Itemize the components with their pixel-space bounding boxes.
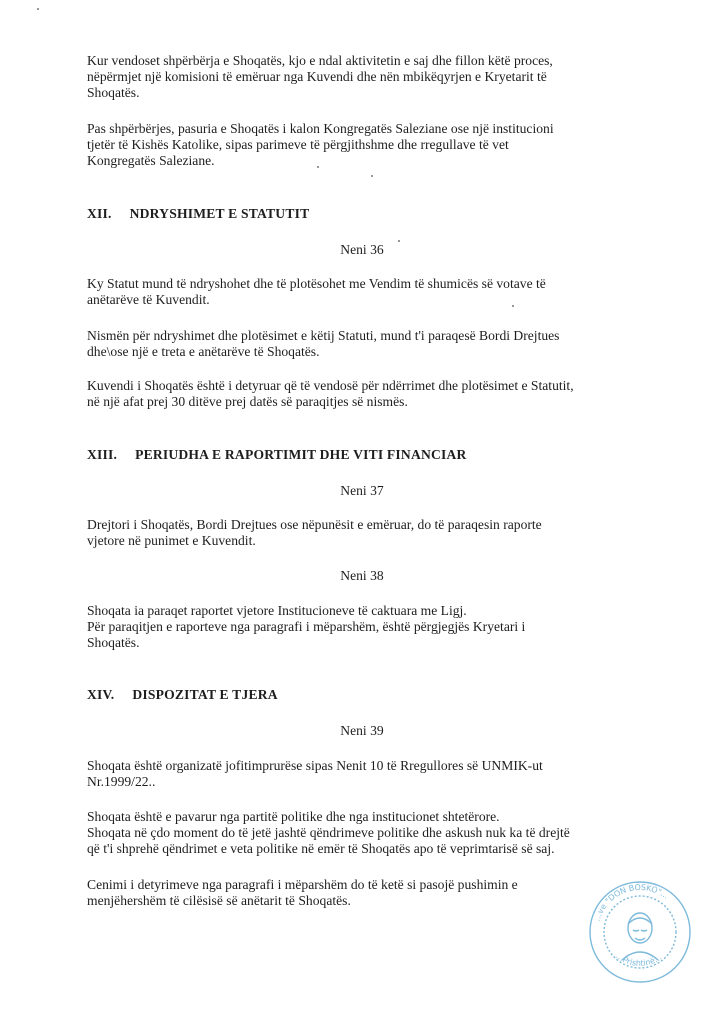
text-line: Kur vendoset shpërbërja e Shoqatës, kjo e ndal aktivitetin e saj dhe fillon këtë proces,	[87, 53, 553, 68]
paragraph-amend-3	[87, 378, 633, 410]
text-line: Shoqatës.	[87, 635, 140, 650]
paragraph-report-1	[87, 517, 633, 549]
text-line: anëtarëve të Kuvendit.	[87, 292, 210, 307]
section-heading-xii	[87, 206, 309, 222]
text-line: nëpërmjet një komisioni të emëruar nga Kuvendi dhe nën mbikëqyrjen e Kryetarit të	[87, 69, 547, 84]
text-line: Kuvendi i Shoqatës është i detyruar që të vendosë për ndërrimet dhe plotësimet e Statutit,	[87, 378, 574, 393]
svg-text:...Prishtinë...	[614, 951, 663, 967]
text-line: Shoqata në çdo moment do të jetë jashtë qëndrimeve politike dhe askush nuk ka të drejtë	[87, 825, 570, 840]
section-heading-xiv	[87, 687, 278, 703]
scan-speck	[371, 175, 373, 177]
section-number: XII.	[87, 206, 112, 221]
paragraph-other-3	[87, 877, 633, 909]
text-line: menjëhershëm të cilësisë së anëtarit të Shoqatës.	[87, 893, 351, 908]
text-line: që t'i shprehë qëndrimet e veta politike në emër të Shoqatës apo të veprimtarisë së saj.	[87, 841, 555, 856]
round-stamp-icon	[584, 876, 696, 988]
paragraph-other-2	[87, 809, 633, 857]
svg-text:...ve "DON BOSKO"...	[593, 883, 671, 922]
article-neni-37: Neni 37	[340, 483, 384, 498]
paragraph-report-2	[87, 603, 633, 651]
text-line: Shoqata është e pavarur nga partitë politike dhe nga institucionet shtetërore.	[87, 809, 500, 824]
paragraph-amend-1	[87, 276, 633, 308]
section-title: PERIUDHA E RAPORTIMIT DHE VITI FINANCIAR	[135, 447, 467, 462]
text-line: tjetër të Kishës Katolike, sipas parimeve të përgjithshme dhe rregullave të vet	[87, 137, 509, 152]
section-number: XIII.	[87, 447, 118, 462]
paragraph-amend-2	[87, 328, 633, 360]
text-line: Pas shpërbërjes, pasuria e Shoqatës i kalon Kongregatës Saleziane ose një institucioni	[87, 121, 554, 136]
text-line: Për paraqitjen e raporteve nga paragrafi i mëparshëm, është përgjegjës Kryetari i	[87, 619, 526, 634]
scan-speck	[37, 8, 39, 10]
section-title: NDRYSHIMET E STATUTIT	[129, 206, 310, 221]
text-line: Shoqata ia paraqet raportet vjetore Institucioneve të caktuara me Ligj.	[87, 603, 467, 618]
text-line: vjetore në punimet e Kuvendit.	[87, 533, 256, 548]
article-neni-36: Neni 36	[340, 242, 384, 257]
section-title: DISPOZITAT E TJERA	[132, 687, 278, 702]
stamp-top-text: ...ve "DON BOSKO"...	[592, 882, 671, 923]
text-line: Shoqata është organizatë jofitimprurëse sipas Nenit 10 të Rregullores së UNMIK-ut	[87, 758, 543, 773]
scan-speck	[398, 240, 400, 242]
scan-speck	[512, 305, 514, 307]
text-line: Nismën për ndryshimet dhe plotësimet e këtij Statuti, mund t'i paraqesë Bordi Drejtues	[87, 328, 560, 343]
text-line: Ky Statut mund të ndryshohet dhe të plotësohet me Vendim të shumicës së votave të	[87, 276, 546, 291]
paragraph-dissolution-2	[87, 121, 633, 169]
text-line: dhe\ose një e treta e anëtarëve të Shoqatës.	[87, 344, 320, 359]
text-line: në një afat prej 30 ditëve prej datës së paraqitjes së nismës.	[87, 394, 408, 409]
stamp-bottom-text: ...Prishtinë...	[614, 951, 664, 968]
section-number: XIV.	[87, 687, 115, 702]
paragraph-other-1	[87, 758, 633, 790]
paragraph-dissolution-1	[87, 53, 633, 101]
article-neni-38: Neni 38	[340, 568, 384, 583]
article-neni-39: Neni 39	[340, 723, 384, 738]
scan-speck	[317, 166, 319, 168]
text-line: Drejtori i Shoqatës, Bordi Drejtues ose nëpunësit e emëruar, do të paraqesin raporte	[87, 517, 542, 532]
text-line: Cenimi i detyrimeve nga paragrafi i mëparshëm do të ketë si pasojë pushimin e	[87, 877, 518, 892]
section-heading-xiii	[87, 447, 467, 463]
text-line: Kongregatës Saleziane.	[87, 153, 215, 168]
text-line: Shoqatës.	[87, 85, 140, 100]
text-line: Nr.1999/22..	[87, 774, 156, 789]
